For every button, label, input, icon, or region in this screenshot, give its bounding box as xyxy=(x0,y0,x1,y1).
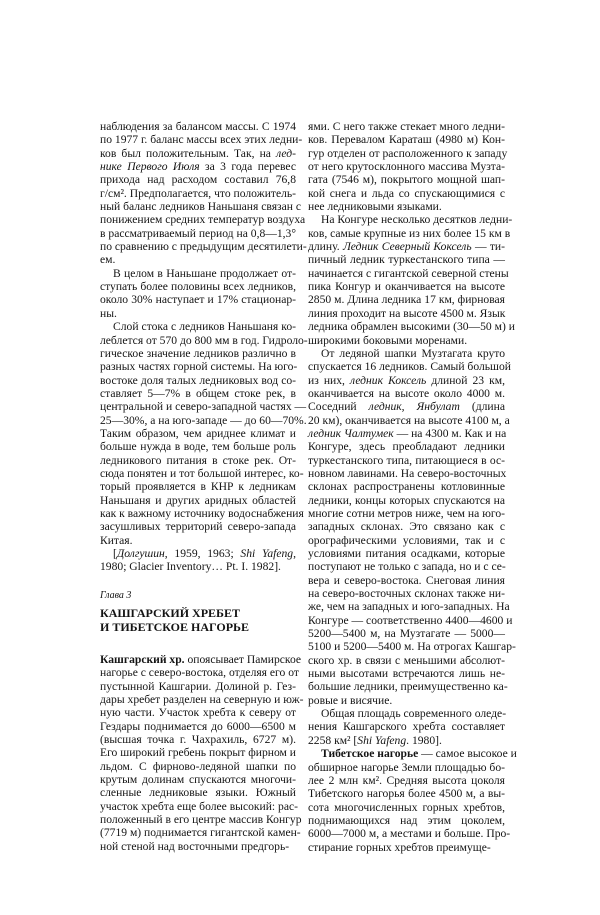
text-line: В целом в Наньшане продолжает от- xyxy=(113,266,296,280)
text-line: западных склонах. Это связано как с xyxy=(308,520,505,534)
text-line: в рассматриваемый период на 0,8—1,3° xyxy=(100,226,296,240)
text-line: ную части. Участок хребта к северу от xyxy=(100,706,296,720)
text-line: ровые и висячие. xyxy=(308,693,393,707)
text-line: ков, самые крупные из них более 15 км в xyxy=(308,226,511,240)
text-line xyxy=(100,653,302,666)
italic-text: Shi Yafeng xyxy=(240,547,294,560)
text-line: пустынной Кашгарии. Долиной р. Гез- xyxy=(100,679,296,693)
text-span: ков был положительным. Так, на xyxy=(100,146,277,160)
text-line: Наньшаня и других аридных областей xyxy=(100,493,296,507)
text-line: сленные ледниковые языки. Южный xyxy=(100,786,296,800)
text-line: (высшая точка г. Чахрахиль, 6727 м). xyxy=(100,733,296,747)
text-line: вера и северо-востока. Снеговая линия xyxy=(308,573,505,587)
text-line xyxy=(308,734,505,747)
text-line: ной стеной над восточными предгорь- xyxy=(100,839,290,853)
text-span: — самое высокое и xyxy=(418,747,517,761)
text-line: 2850 м. Длина ледника 17 км, фирновая xyxy=(308,293,505,307)
text-line: 6000—7000 м, а местами и больше. Про- xyxy=(308,827,511,841)
text-line: Конгуре — соответственно 4400—4600 и xyxy=(308,613,513,627)
text-line: торый проявляется в КНР к ледникам xyxy=(100,480,296,494)
text-line: по 1977 г. баланс массы всех этих ледни- xyxy=(100,133,303,147)
text-line: большие ледники, преимущественно ка- xyxy=(308,680,508,694)
italic-text: Shi Yafeng xyxy=(357,733,407,747)
text-line: ступать более половины всех ледников, xyxy=(100,280,296,294)
text-line: гическое значение ледников различно в xyxy=(100,346,296,360)
text-line: кой снега и льда со спускающимися с xyxy=(308,186,505,200)
text-line: около 30% наступает и 17% стационар- xyxy=(100,293,296,307)
text-line: От ледяной шапки Музтагата круто xyxy=(321,346,505,360)
text-line: Тибетского нагорья более 4500 м, а вы- xyxy=(308,787,505,801)
text-line: многие сотни метров ниже, чем на юго- xyxy=(308,506,505,520)
text-line: Общая площадь современного оледе- xyxy=(321,707,507,721)
text-line: 25—30%, а на юго-западе — до 60—70%. xyxy=(100,413,307,427)
text-line: ными высотами встречаются лишь не- xyxy=(308,667,505,681)
text-line: пичный ледник туркестанского типа — xyxy=(308,253,505,267)
text-line: ского хр. в связи с меньшими абсолют- xyxy=(308,653,505,667)
text-span: , xyxy=(293,547,297,560)
text-line: ков. Перевалом Караташ (4980 м) Кон- xyxy=(308,133,505,147)
chapter-label: Глава 3 xyxy=(100,590,132,601)
italic-text: лед- xyxy=(276,146,296,160)
right-column xyxy=(308,120,517,854)
text-span: длину. xyxy=(308,240,343,254)
text-line: ледникового питания в стоке рек. От- xyxy=(100,453,296,467)
paragraph xyxy=(100,547,296,574)
text-line: сота многочисленных горных хребтов, xyxy=(308,800,505,814)
text-line: г/см². Предполагается, что положитель- xyxy=(100,186,297,200)
italic-text: Долгушин xyxy=(116,547,165,560)
italic-text: ледник, Янбулат xyxy=(368,400,460,414)
paragraph xyxy=(308,747,517,854)
chapter-title-line: И ТИБЕТСКОЕ НАГОРЬЕ xyxy=(100,620,249,634)
text-span: — ти- xyxy=(471,240,505,254)
bold-text: Кашгарский хр. xyxy=(100,653,185,666)
text-line: туркестанского типа, питающиеся в ос- xyxy=(308,453,505,467)
text-span: длиной 23 км, xyxy=(426,373,505,387)
paragraph xyxy=(308,707,505,747)
text-line: засушливых территорий северо-запада xyxy=(100,520,296,534)
text-line: наблюдения за балансом массы. С 1974 xyxy=(100,120,296,133)
text-line: ледники, концы которых спускаются на xyxy=(308,493,505,507)
text-line: 1980; Glacier Inventory… Pt. I. 1982]. xyxy=(100,560,281,574)
text-line: прихода над расходом составил 76,8 xyxy=(100,173,296,187)
text-line: центральной и северо-западной частях — xyxy=(100,400,307,414)
text-line: поднимающихся над этим цоколем, xyxy=(308,813,505,827)
left-column-top xyxy=(100,120,308,574)
paragraph xyxy=(100,320,308,547)
text-line: На Конгуре несколько десятков ледни- xyxy=(321,213,513,227)
text-line: сюда понятен и тот большой интерес, ко- xyxy=(100,466,304,480)
text-line: ны. xyxy=(100,306,117,320)
text-line: начинается с гигантской северной стены xyxy=(308,266,509,280)
text-line: Китая. xyxy=(100,533,133,547)
text-line: склонах распространены котловинные xyxy=(308,480,505,494)
text-span: за 3 года перевес xyxy=(199,160,297,174)
bold-text: Тибетское нагорье xyxy=(321,747,419,761)
paragraph xyxy=(308,213,515,347)
text-line xyxy=(308,400,505,413)
text-line xyxy=(100,547,296,560)
text-line: 5100 и 5200—5400 м. На отрогах Кашгар- xyxy=(308,640,516,654)
text-line: как к важному источнику водоснабжения xyxy=(100,506,304,520)
text-line: оканчивается на высоте около 4000 м. xyxy=(308,386,505,400)
text-line: ями. С него также стекает много ледни- xyxy=(308,120,505,133)
paragraph xyxy=(308,120,508,214)
text-line: крутым долинам спускаются многочи- xyxy=(100,773,296,787)
text-line: гур отделен от расположенного к западу xyxy=(308,146,508,160)
text-line: больше нужда в воде, тем больше роль xyxy=(100,440,296,454)
text-span: из них, xyxy=(308,373,350,387)
text-line: участок хребта еще более высокий: рас- xyxy=(100,799,299,813)
paragraph xyxy=(308,346,516,707)
left-column-bottom xyxy=(100,653,304,853)
text-span: , 1959, 1963; xyxy=(164,547,241,560)
text-line: (7719 м) поднимается гигантской камен- xyxy=(100,826,301,840)
text-line: лее 2 млн км². Средняя высота цоколя xyxy=(308,773,505,787)
text-line: новном лавинами. На северо-восточных xyxy=(308,466,507,480)
text-line xyxy=(100,147,296,160)
text-span: Соседний xyxy=(308,400,369,414)
text-line: 5200—5400 м, на Музтагате — 5000— xyxy=(308,627,505,641)
text-line: Слой стока с ледников Наньшаня ко- xyxy=(113,320,296,334)
text-line: орографическими условиями, так и с xyxy=(308,533,505,547)
text-line: Таким образом, чем ариднее климат и xyxy=(100,426,296,440)
text-line: Гездары поднимается до 6000—6500 м xyxy=(100,719,296,733)
chapter-title xyxy=(100,606,249,634)
text-line: же, чем на западных и юго-западных. На xyxy=(308,600,510,614)
text-line: нагорье с северо-востока, отделяя его от xyxy=(100,666,299,680)
text-line: востоке доля талых ледниковых вод со- xyxy=(100,373,296,387)
text-line: Конгуре, здесь преобладают ледники xyxy=(308,440,505,454)
text-line: стирание горных хребтов преимуще- xyxy=(308,840,491,854)
text-line: пика Конгур и оканчивается на высоте xyxy=(308,280,505,294)
paragraph xyxy=(100,120,307,267)
text-line: 20 км), оканчивается на высоте 4100 м, а xyxy=(308,413,510,427)
text-line: гата (7546 м), покрытого мощной шап- xyxy=(308,173,505,187)
italic-text: ледник Чалтумек xyxy=(308,426,394,440)
text-line: условиями питания осадками, которые xyxy=(308,547,505,560)
text-line: нее ледниковыми языками. xyxy=(308,200,442,214)
text-line: Его широкий гребень покрыт фирном и xyxy=(100,746,296,760)
text-span: . 1980]. xyxy=(406,733,442,747)
text-line xyxy=(308,374,505,387)
text-line: ем. xyxy=(100,253,116,267)
italic-text: ледник Коксель xyxy=(349,373,427,387)
text-line: льдом. С фирново-ледяной шапки по xyxy=(100,759,296,773)
text-span: (длина xyxy=(459,400,505,414)
text-span: опоясывает Памирское xyxy=(184,653,302,666)
text-line: ставляет 5—7% в общем стоке рек, в xyxy=(100,386,296,400)
italic-text: нике Первого Июля xyxy=(100,160,200,174)
chapter-title-line: КАШГАРСКИЙ ХРЕБЕТ xyxy=(100,606,240,620)
text-span: 2258 км² [ xyxy=(308,733,358,747)
text-line: поступают не только с запада, но и с се- xyxy=(308,560,506,574)
text-line: понижением средних температур воздуха xyxy=(100,213,306,227)
text-line: положенный в его центре массив Конгур xyxy=(100,813,302,827)
italic-text: Ледник Северный Коксель xyxy=(342,240,472,254)
text-line: на северо-восточных склонах также ни- xyxy=(308,587,505,601)
text-line: спускается 16 ледников. Самый большой xyxy=(308,360,511,374)
text-line xyxy=(308,747,517,761)
paragraph xyxy=(100,653,304,853)
paragraph xyxy=(100,267,296,320)
text-line: ледника обрамлен высокими (30—50 м) и xyxy=(308,320,515,334)
text-line xyxy=(308,240,505,253)
text-line: по сравнению с предыдущим десятилети- xyxy=(100,240,307,254)
text-span: [ xyxy=(113,547,117,560)
text-line: от него крутосклонного массива Музта- xyxy=(308,160,505,174)
text-line: леблется от 570 до 800 мм в год. Гидроло- xyxy=(100,333,308,347)
text-line: разных частях горной системы. На юго- xyxy=(100,360,298,374)
text-line xyxy=(308,427,505,440)
text-line: широкими боковыми моренами. xyxy=(308,333,468,347)
text-line: дары хребет разделен на северную и юж- xyxy=(100,693,304,707)
text-line: ный баланс ледников Наньшаня связан с xyxy=(100,200,302,214)
text-line: нения Кашгарского хребта составляет xyxy=(308,720,505,734)
text-line xyxy=(100,160,296,173)
text-span: — на 4300 м. Как и на xyxy=(393,426,507,440)
text-line: линия проходит на высоте 4500 м. Язык xyxy=(308,306,506,320)
text-line: обширное нагорье Земли площадью бо- xyxy=(308,760,505,774)
